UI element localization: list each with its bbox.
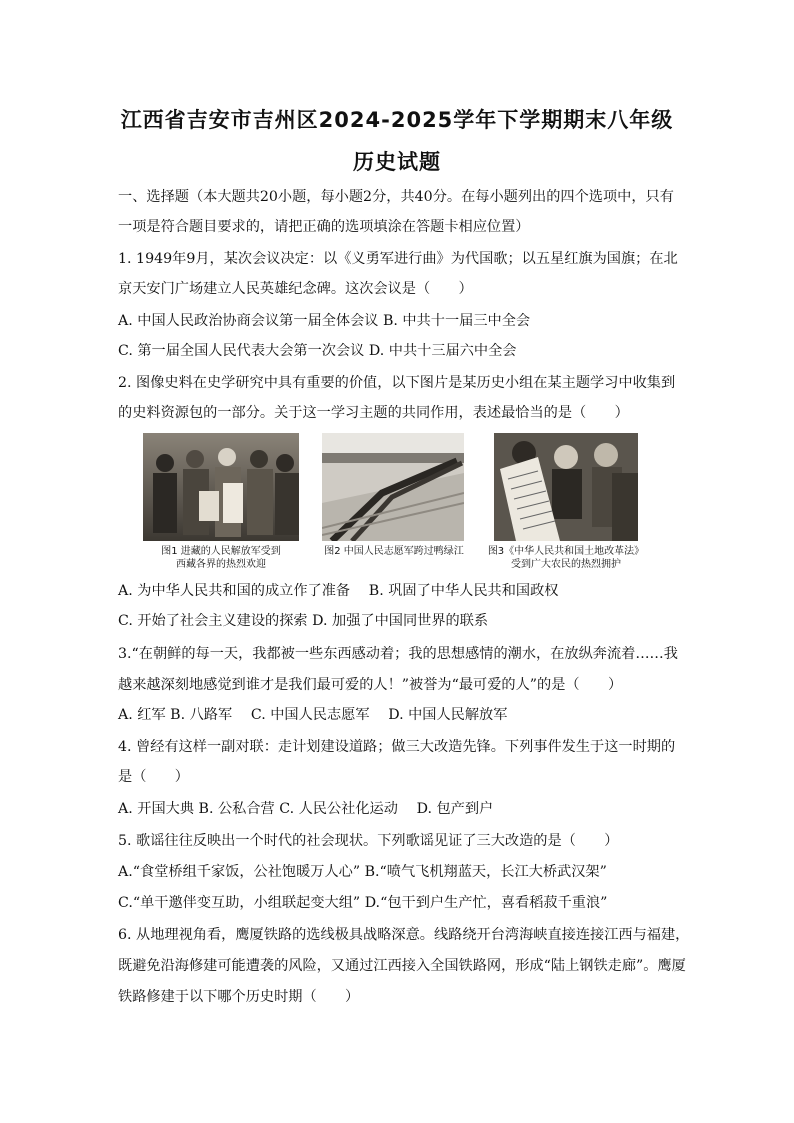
- q6-stem-line2: 既避免沿海修建可能遭袭的风险，又通过江西接入全国铁路网，形成“陆上钢铁走廊”。鹰厦: [118, 958, 686, 974]
- q2-stem-line1: 2. 图像史料在史学研究中具有重要的价值，以下图片是某历史小组在某主题学习中收集到: [118, 375, 676, 391]
- section-instruction-line1: 一、选择题（本大题共20小题，每小题2分，共40分。在每小题列出的四个选项中，只有: [118, 189, 674, 205]
- figure-3-caption: 图3《中华人民共和国土地改革法》 受到广大农民的热烈拥护: [487, 546, 645, 570]
- figure-1-caption: 图1 进藏的人民解放军受到 西藏各界的热烈欢迎: [161, 546, 281, 570]
- q1-stem-line2: 京天安门广场建立人民英雄纪念碑。这次会议是（ ）: [118, 281, 473, 297]
- exam-subtitle: 历史试题: [353, 150, 441, 174]
- q4-options: A. 开国大典 B. 公私合营 C. 人民公社化运动 D. 包产到户: [118, 801, 494, 817]
- q5-options-line1: A.“食堂桥组千家饭，公社饱暖万人心” B.“喷气飞机翔蓝天，长江大桥武汉架”: [118, 864, 607, 880]
- q3-options: A. 红军 B. 八路军 C. 中国人民志愿军 D. 中国人民解放军: [118, 707, 508, 723]
- figure-3-image: [494, 433, 638, 541]
- figure-1-image: [143, 433, 299, 541]
- q6-stem-line3: 铁路修建于以下哪个历史时期（ ）: [118, 989, 360, 1005]
- q2-figures: [0, 433, 794, 573]
- q3-stem-line1: 3.“在朝鲜的每一天，我都被一些东西感动着；我的思想感情的潮水，在放纵奔流着……我: [118, 646, 678, 662]
- q1-stem-line1: 1. 1949年9月，某次会议决定：以《义勇军进行曲》为代国歌；以五星红旗为国旗；在北: [118, 251, 678, 267]
- section-instruction-line2: 一项是符合题目要求的，请把正确的选项填涂在答题卡相应位置）: [118, 219, 530, 235]
- q3-stem-line2: 越来越深刻地感觉到谁才是我们最可爱的人！”被誉为“最可爱的人”的是（ ）: [118, 677, 623, 693]
- q6-stem-line1: 6. 从地理视角看，鹰厦铁路的选线极具战略深意。线路绕开台湾海峡直接连接江西与福建，: [118, 927, 690, 943]
- q4-stem-line2: 是（ ）: [118, 769, 189, 785]
- q2-options-line1: A. 为中华人民共和国的成立作了准备 B. 巩固了中华人民共和国政权: [118, 583, 559, 599]
- q5-stem: 5. 歌谣往往反映出一个时代的社会现状。下列歌谣见证了三大改造的是（ ）: [118, 833, 619, 849]
- q5-options-line2: C.“单干邀伴变互助，小组联起变大组” D.“包干到户生产忙，喜看稻菽千重浪”: [118, 895, 608, 911]
- figure-2-image: [322, 433, 464, 541]
- q1-options-line1: A. 中国人民政治协商会议第一届全体会议 B. 中共十一届三中全会: [118, 313, 531, 329]
- q2-stem-line2: 的史料资源包的一部分。关于这一学习主题的共同作用，表述最恰当的是（ ）: [118, 405, 629, 421]
- exam-title: 江西省吉安市吉州区2024-2025学年下学期期末八年级: [120, 108, 674, 132]
- figure-2-caption: 图2 中国人民志愿军跨过鸭绿江: [324, 546, 464, 557]
- q2-options-line2: C. 开始了社会主义建设的探索 D. 加强了中国同世界的联系: [118, 613, 489, 629]
- q1-options-line2: C. 第一届全国人民代表大会第一次会议 D. 中共十三届六中全会: [118, 343, 517, 359]
- q4-stem-line1: 4. 曾经有这样一副对联：走计划建设道路；做三大改造先锋。下列事件发生于这一时期的: [118, 739, 676, 755]
